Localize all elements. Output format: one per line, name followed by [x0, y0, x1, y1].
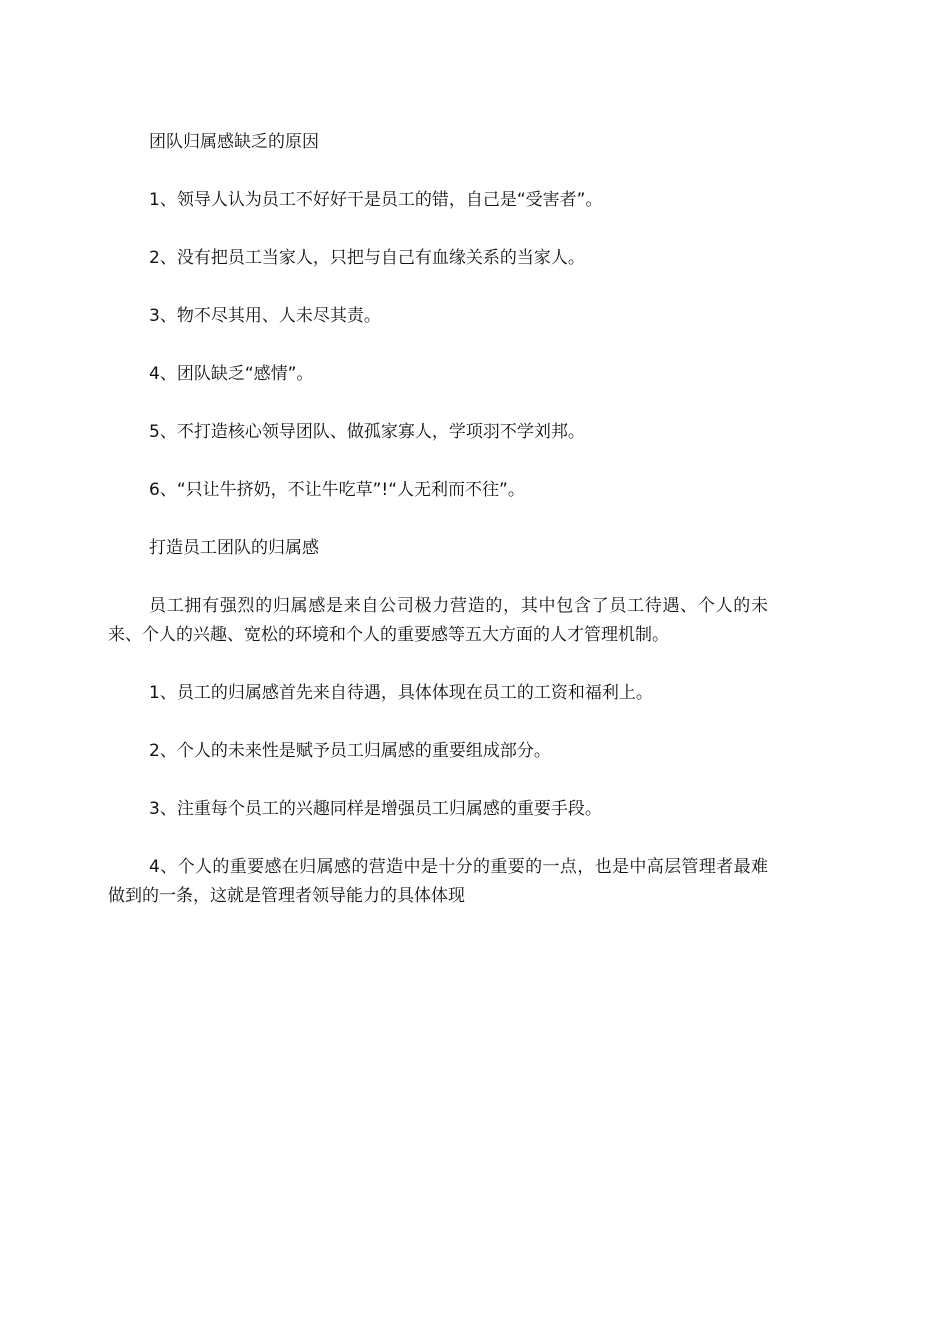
list-item-cause-2: 2、没有把员工当家人，只把与自己有血缘关系的当家人。: [149, 248, 585, 268]
list-item-cause-6: 6、“只让牛挤奶，不让牛吃草”!“人无利而不往”。: [149, 480, 525, 500]
list-item-method-4: 4、个人的重要感在归属感的营造中是十分的重要的一点，也是中高层管理者最难做到的一条，这就是管理者领导能力的具体体现: [108, 857, 768, 906]
list-item-cause-5: 5、不打造核心领导团队、做孤家寡人，学项羽不学刘邦。: [149, 422, 585, 442]
list-item-cause-4: 4、团队缺乏“感情”。: [149, 364, 314, 384]
body-paragraph-intro: 员工拥有强烈的归属感是来自公司极力营造的，其中包含了员工待遇、个人的未来、个人的兴趣、宽松的环境和个人的重要感等五大方面的人才管理机制。: [108, 596, 768, 645]
list-item-method-3: 3、注重每个员工的兴趣同样是增强员工归属感的重要手段。: [149, 799, 602, 819]
section-heading-building: 打造员工团队的归属感: [149, 538, 319, 558]
list-item-cause-1: 1、领导人认为员工不好好干是员工的错，自己是“受害者”。: [149, 190, 603, 210]
document-page: [108, 128, 768, 940]
list-item-method-2: 2、个人的未来性是赋予员工归属感的重要组成部分。: [149, 741, 551, 761]
list-item-cause-3: 3、物不尽其用、人未尽其责。: [149, 306, 381, 326]
list-item-method-1: 1、员工的归属感首先来自待遇，具体体现在员工的工资和福利上。: [149, 683, 653, 703]
section-heading-causes: 团队归属感缺乏的原因: [149, 132, 319, 152]
